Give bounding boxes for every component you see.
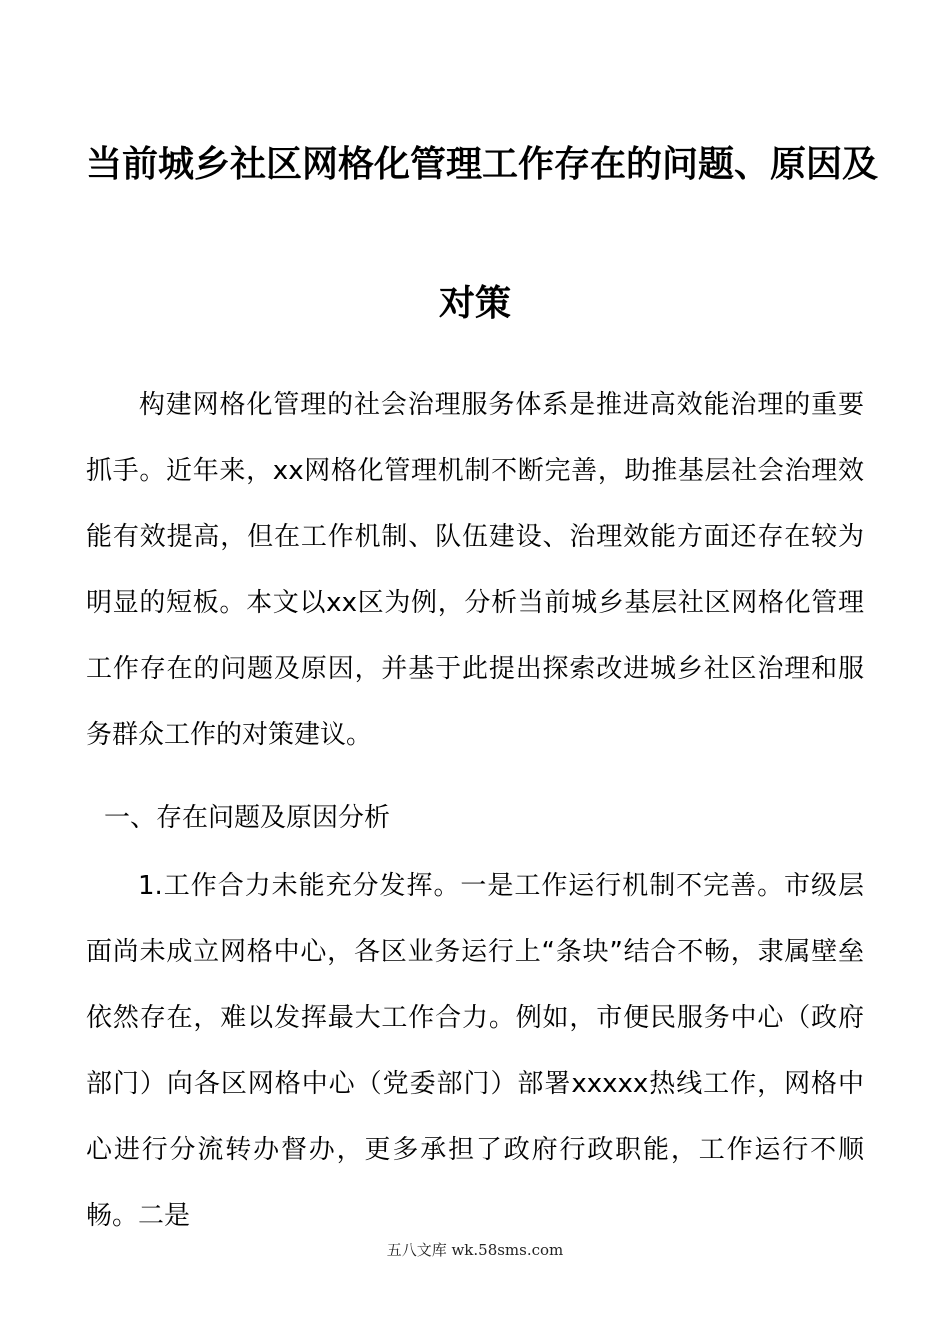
body-paragraph-text: 1.工作合力未能充分发挥。一是工作运行机制不完善。市级层面尚未成立网格中心，各区业务运行上“条块”结合不畅，隶属壁垒依然存在，难以发挥最大工作合力。例如，市便民服务中心（政府部门）向各区网格中心（党委部门）部署xxxxx热线工作，网格中心进行分流转办督办，更多承担了政府行政职能，工作运行不顺畅。二是 bbox=[86, 871, 864, 1231]
footer-watermark: 五八文库 wk.58sms.com bbox=[386, 1241, 564, 1259]
document-title-line-2: 对策 bbox=[438, 283, 511, 324]
intro-paragraph-text: 构建网格化管理的社会治理服务体系是推进高效能治理的重要抓手。近年来，xx网格化管理机制不断完善，助推基层社会治理效能有效提高，但在工作机制、队伍建设、治理效能方面还存在较为明显的短板。本文以xx区为例，分析当前城乡基层社区网格化管理工作存在的问题及原因，并基于此提出探索改进城乡社区治理和服务群众工作的对策建议。 bbox=[86, 390, 864, 750]
intro-paragraph bbox=[86, 372, 864, 768]
body-paragraph bbox=[86, 853, 864, 1249]
document-title-line-1: 当前城乡社区网格化管理工作存在的问题、原因及 bbox=[86, 144, 879, 185]
section-heading: 一、存在问题及原因分析 bbox=[104, 803, 391, 833]
